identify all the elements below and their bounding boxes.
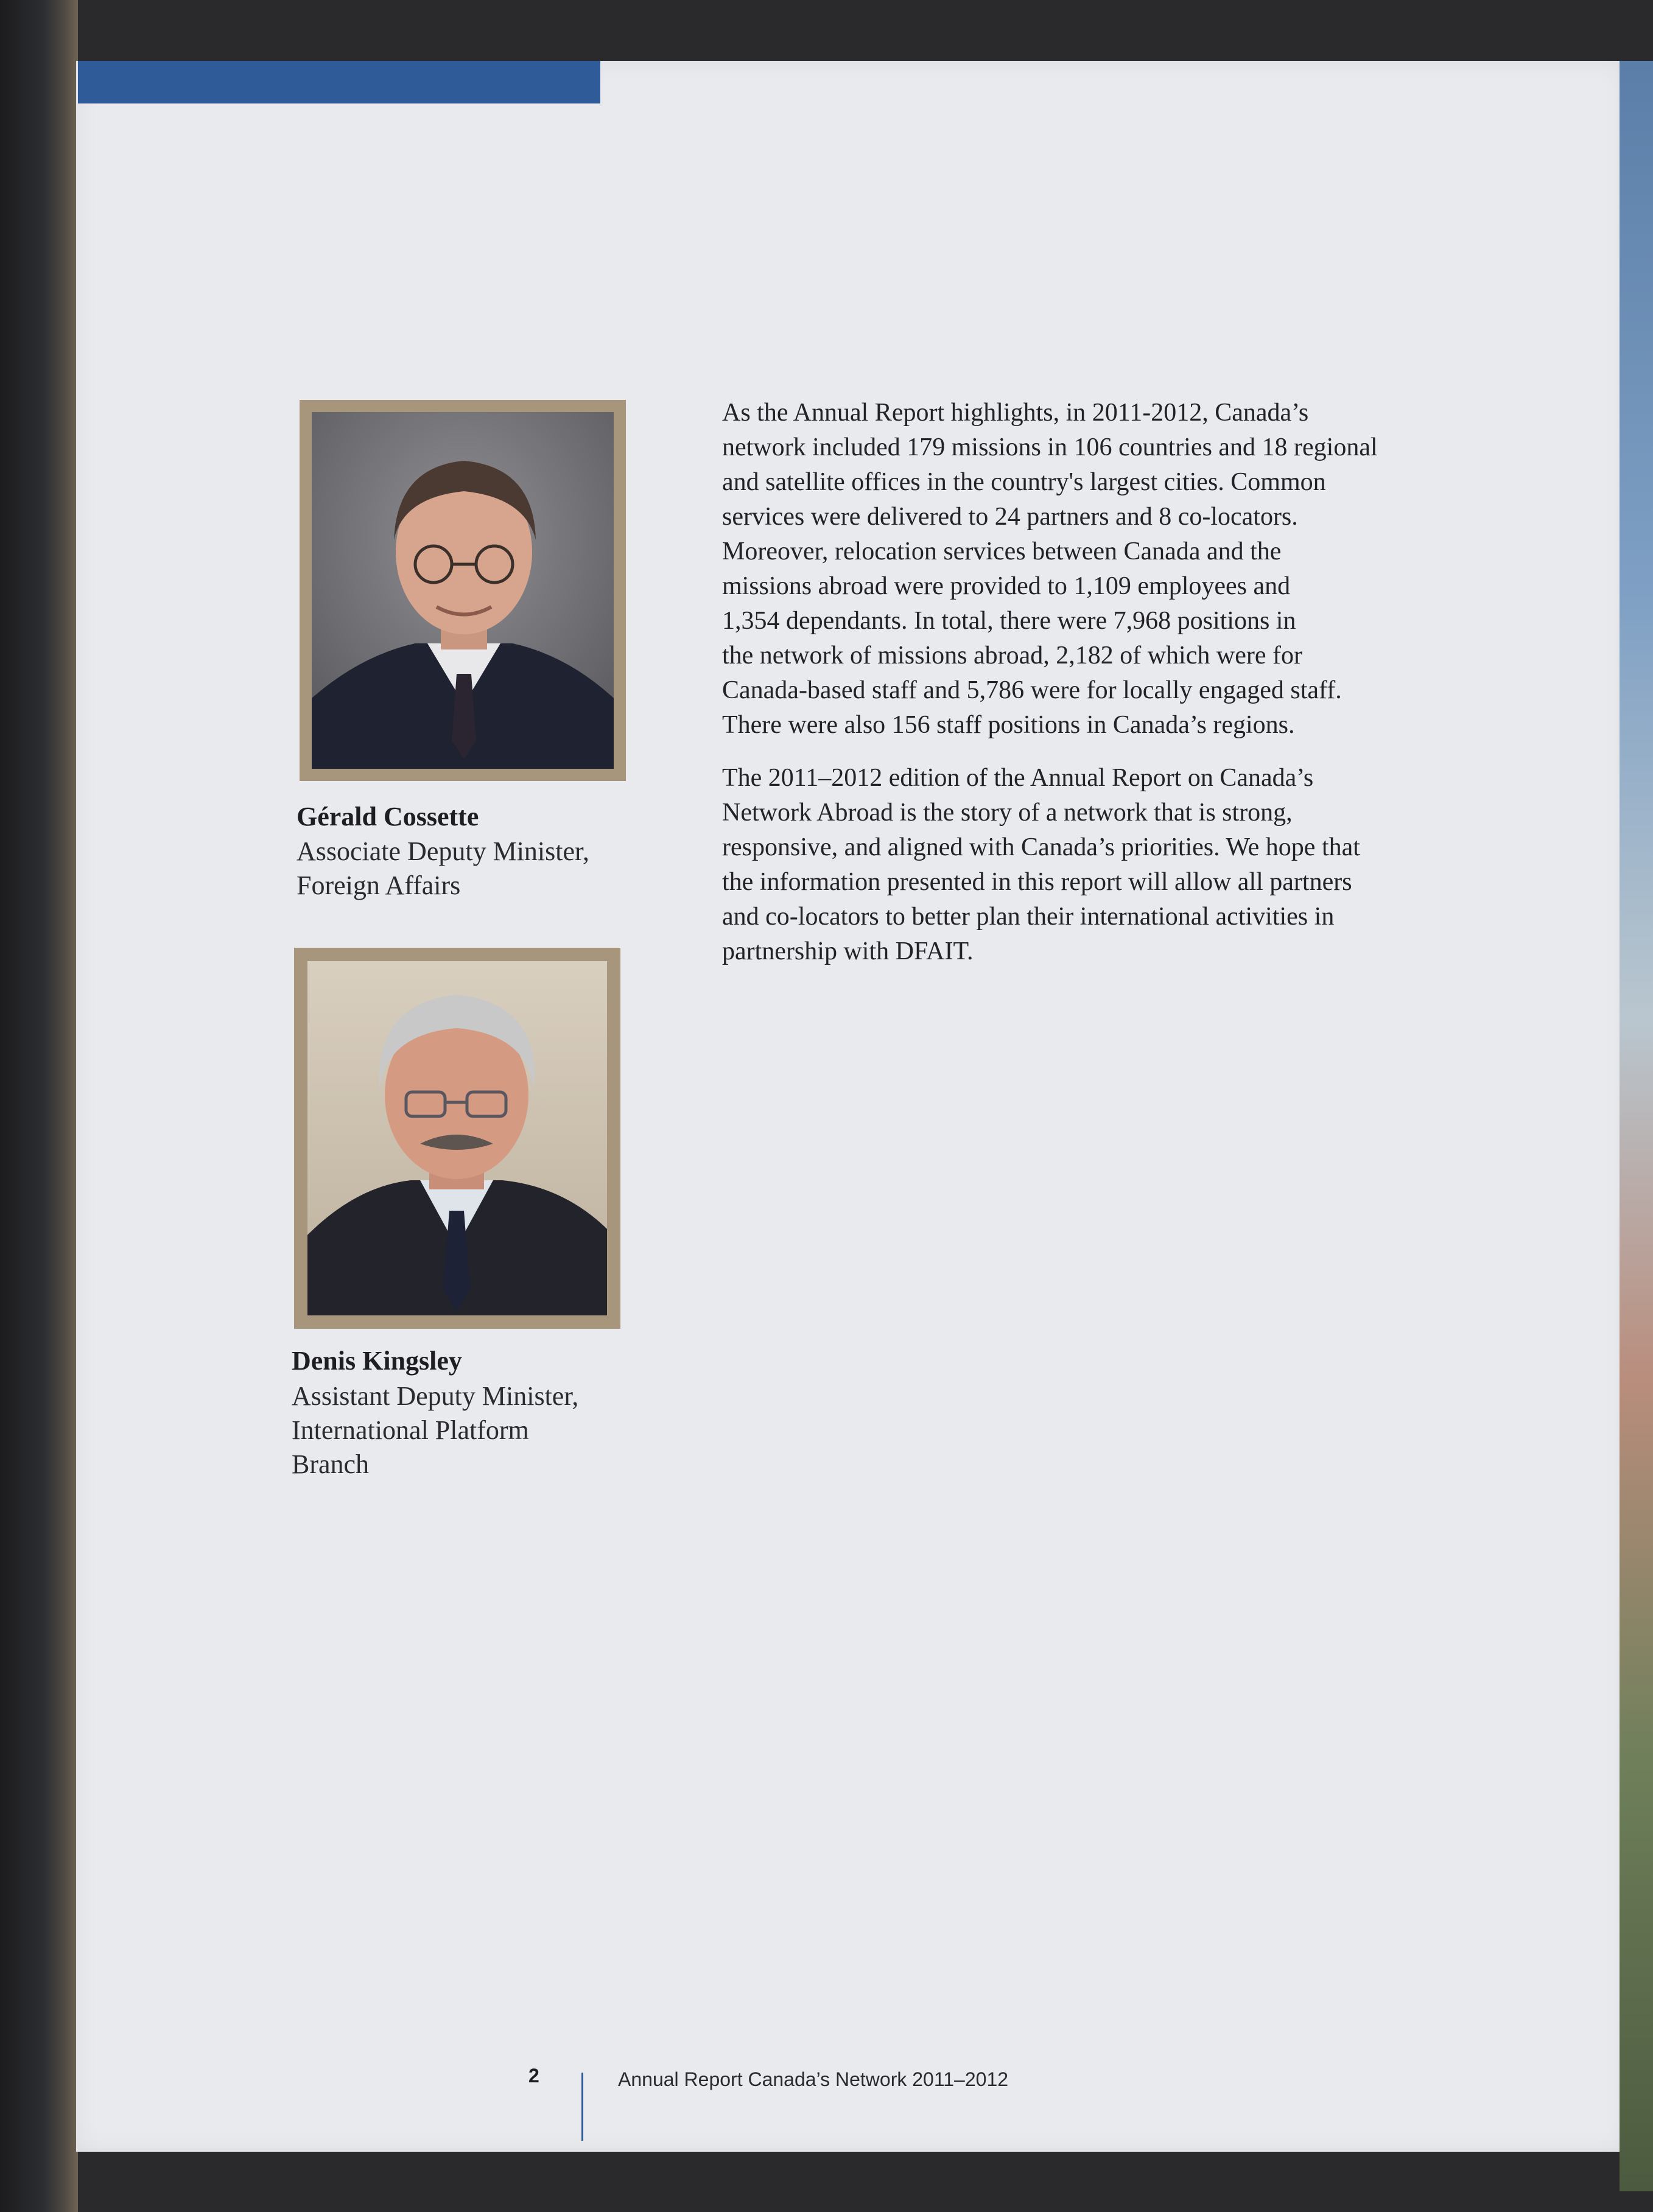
body-line: Canada-based staff and 5,786 were for locally engaged staff. [722,676,1342,704]
portrait-photo-gerald-cossette [312,412,614,769]
body-line: There were also 156 staff positions in Canada’s regions. [722,711,1295,739]
body-paragraph-2 [722,761,1477,969]
portrait-photo-denis-kingsley [307,961,607,1315]
body-line: network included 179 missions in 106 countries and 18 regional [722,433,1378,461]
facing-page-edge [1620,61,1653,2191]
person-title-line: Associate Deputy Minister, [297,836,589,866]
body-line: The 2011–2012 edition of the Annual Report on Canada’s [722,764,1314,792]
person-title-line: Foreign Affairs [297,870,461,900]
person-title-line: International Platform [292,1415,529,1445]
person-name: Gérald Cossette [297,802,479,831]
footer-divider [581,2073,583,2141]
body-line: As the Annual Report highlights, in 2011-2012, Canada’s [722,399,1309,427]
body-line: and satellite offices in the country's largest cities. Common [722,468,1326,496]
person-title [297,835,589,903]
body-line: the network of missions abroad, 2,182 of which were for [722,642,1302,670]
page-number: 2 [528,2065,539,2087]
body-line: partnership with DFAIT. [722,937,974,965]
body-line: 1,354 dependants. In total, there were 7,968 positions in [722,607,1296,635]
person-title [292,1379,578,1482]
book-spine-edge [0,0,78,2212]
body-line: responsive, and aligned with Canada’s priorities. We hope that [722,833,1360,861]
portrait-frame-gerald-cossette [300,400,626,781]
accent-header-bar [78,61,600,103]
body-paragraph-1 [722,396,1477,743]
body-line: the information presented in this report will allow all partners [722,868,1352,896]
body-line: and co-locators to better plan their international activities in [722,903,1335,931]
person-name: Denis Kingsley [292,1346,462,1376]
body-line: Moreover, relocation services between Canada and the [722,537,1282,565]
person-title-line: Assistant Deputy Minister, [292,1381,579,1411]
body-line: services were delivered to 24 partners and 8 co-locators. [722,503,1298,531]
portrait-frame-denis-kingsley [294,948,620,1329]
person-title-line: Branch [292,1449,370,1479]
body-line: Network Abroad is the story of a network that is strong, [722,799,1293,827]
running-footer-title: Annual Report Canada’s Network 2011–2012 [618,2068,1009,2090]
body-line: missions abroad were provided to 1,109 employees and [722,572,1291,600]
